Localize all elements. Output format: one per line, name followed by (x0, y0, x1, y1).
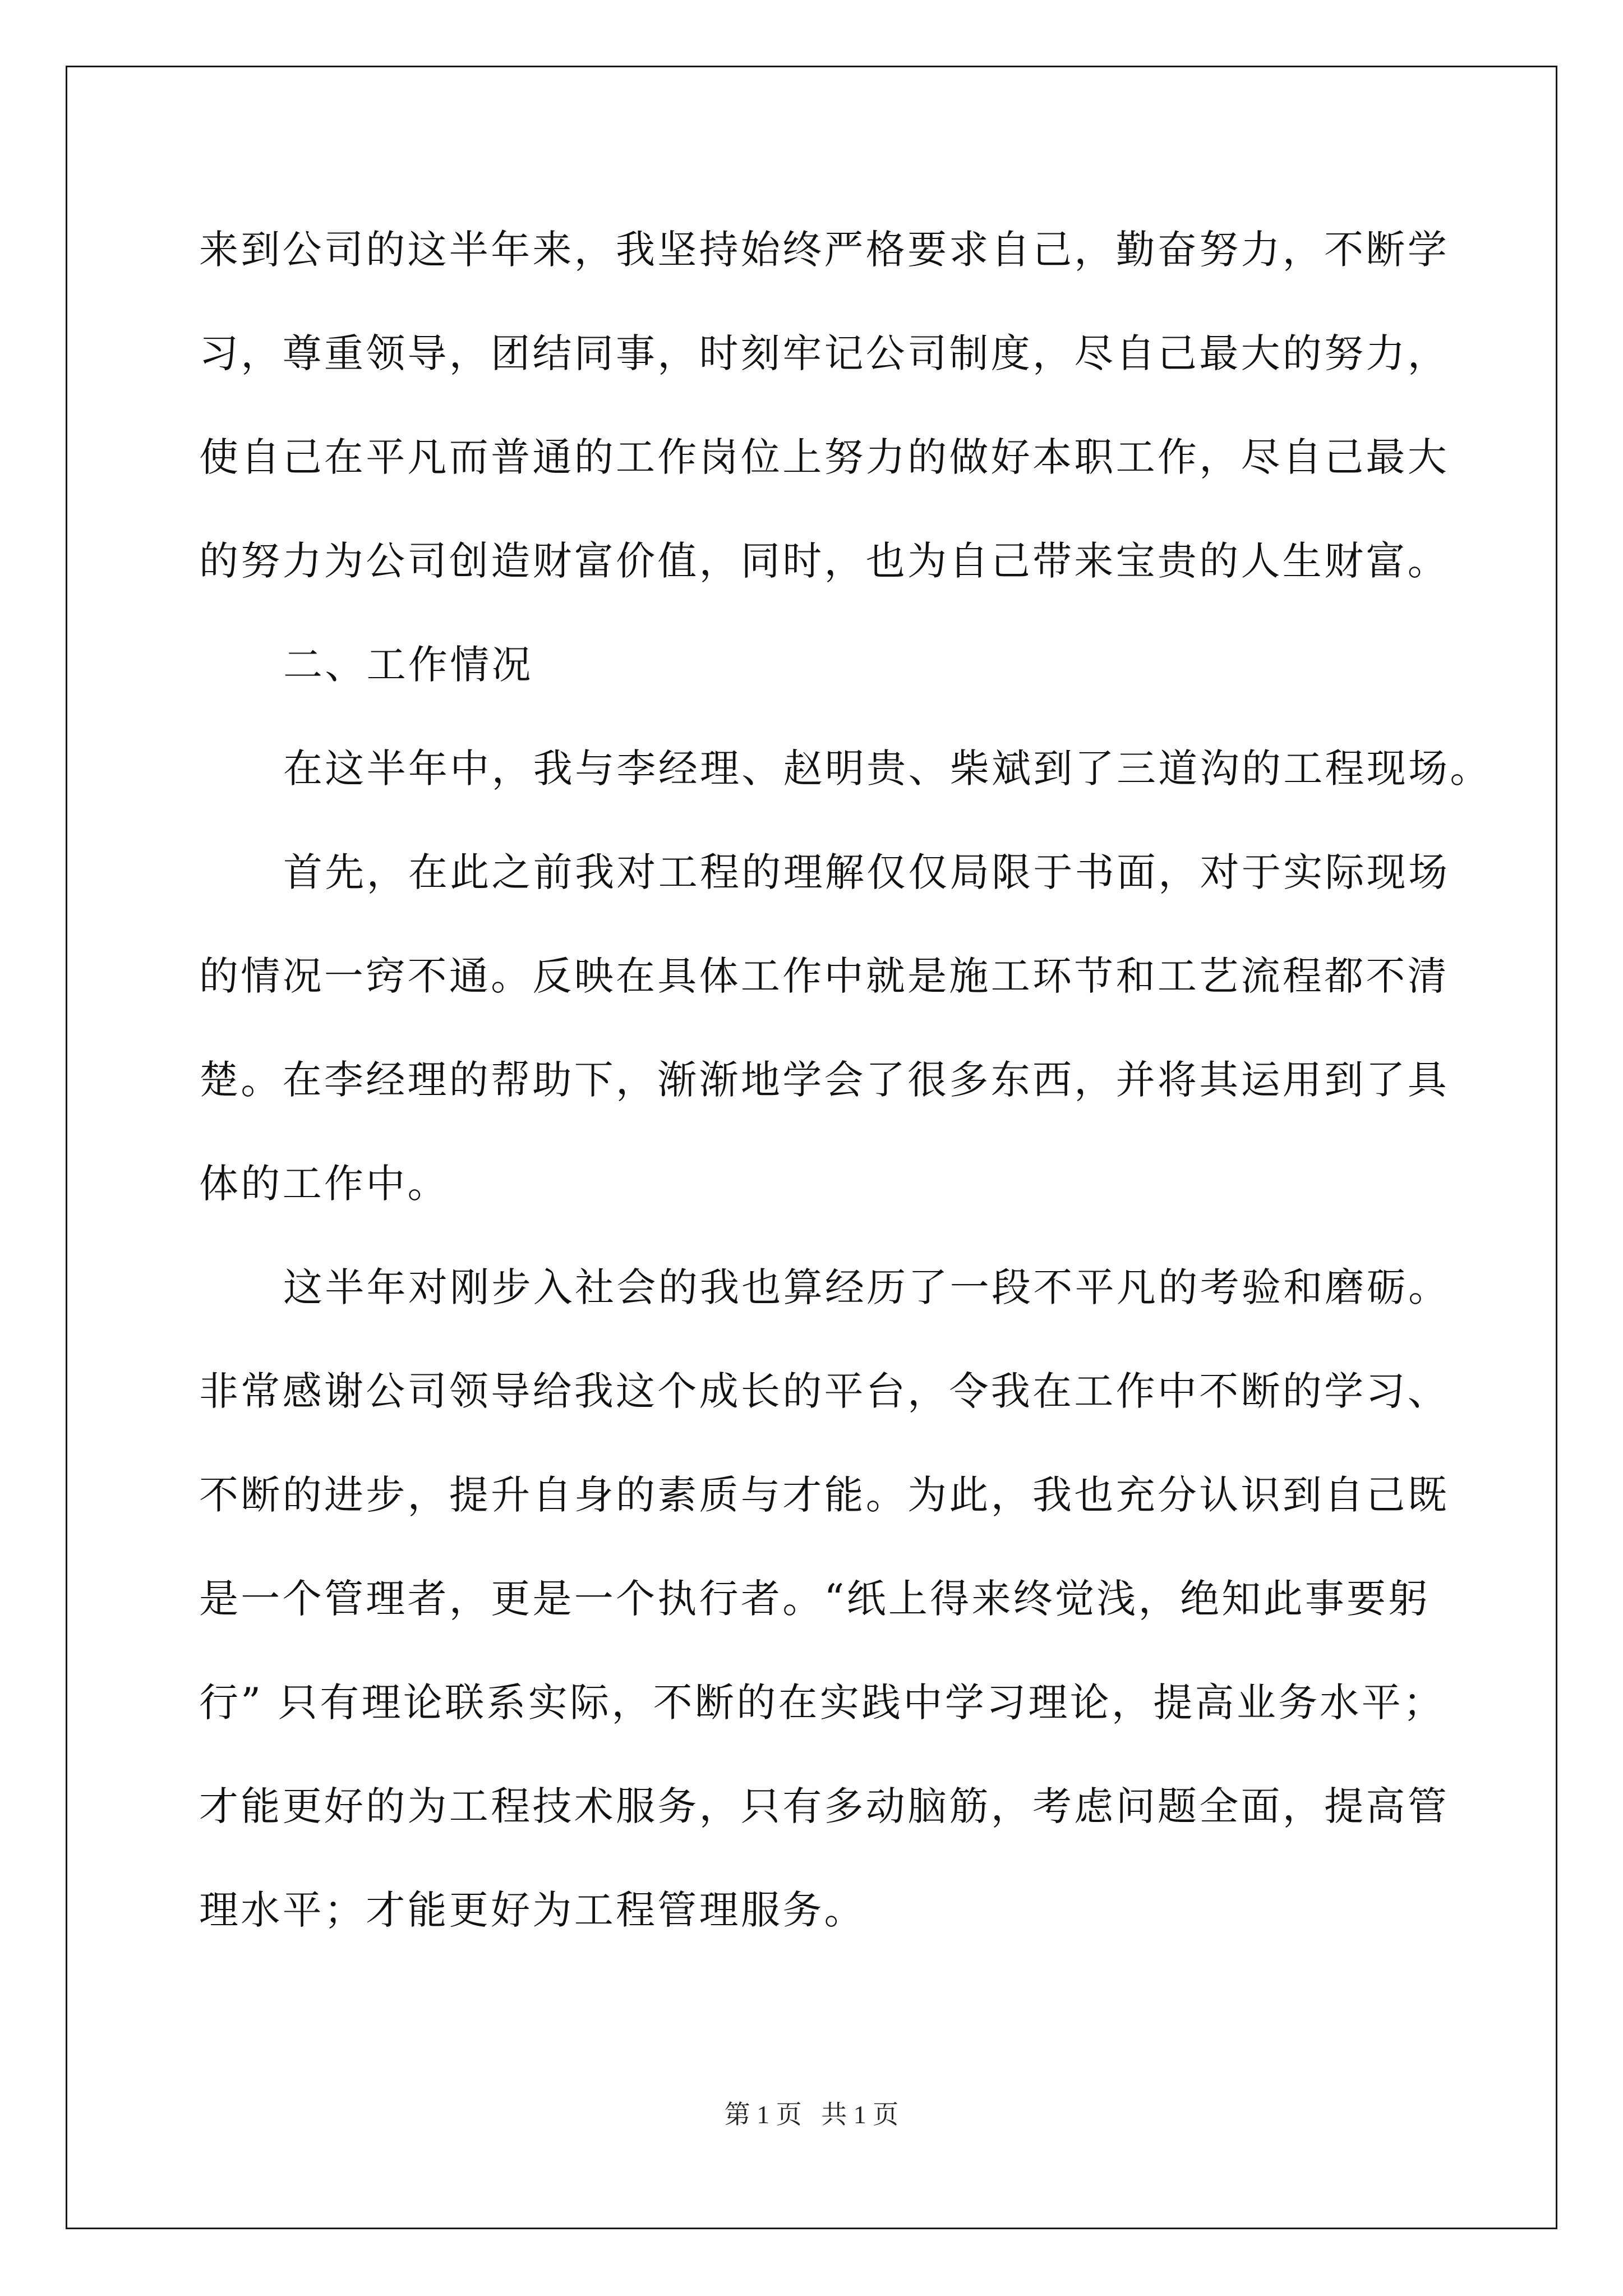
section-heading: 二、工作情况 (283, 642, 533, 688)
text-line: 行” 只有理论联系实际，不断的在实践中学习理论，提高业务水平； (199, 1680, 1445, 1726)
text-line: 理水平；才能更好为工程管理服务。 (199, 1887, 866, 1933)
text-line: 来到公司的这半年来，我坚持始终严格要求自己，勤奋努力，不断学 (199, 227, 1449, 273)
text-line: 使自己在平凡而普通的工作岗位上努力的做好本职工作，尽自己最大 (199, 434, 1449, 480)
text-line: 的情况一窍不通。反映在具体工作中就是施工环节和工艺流程都不清 (199, 953, 1449, 999)
text-line: 习，尊重领导，团结同事，时刻牢记公司制度，尽自己最大的努力， (199, 330, 1449, 376)
text-line: 不断的进步，提升自身的素质与才能。为此，我也充分认识到自己既 (199, 1472, 1449, 1518)
text-line: 楚。在李经理的帮助下，渐渐地学会了很多东西，并将其运用到了具 (199, 1057, 1449, 1103)
text-line: 是一个管理者，更是一个执行者。“纸上得来终觉浅，绝知此事要躬 (199, 1576, 1430, 1622)
text-line: 在这半年中，我与李经理、赵明贵、柴斌到了三道沟的工程现场。 (283, 746, 1492, 792)
text-line: 体的工作中。 (199, 1161, 449, 1207)
text-line: 首先，在此之前我对工程的理解仅仅局限于书面，对于实际现场 (283, 849, 1450, 895)
text-line: 这半年对刚步入社会的我也算经历了一段不平凡的考验和磨砺。 (283, 1264, 1450, 1310)
text-line: 才能更好的为工程技术服务，只有多动脑筋，考虑问题全面，提高管 (199, 1783, 1449, 1829)
text-line: 非常感谢公司领导给我这个成长的平台，令我在工作中不断的学习、 (199, 1368, 1449, 1414)
page-number-footer: 第 1 页 共 1 页 (724, 2100, 899, 2129)
text-line: 的努力为公司创造财富价值，同时，也为自己带来宝贵的人生财富。 (199, 538, 1449, 584)
